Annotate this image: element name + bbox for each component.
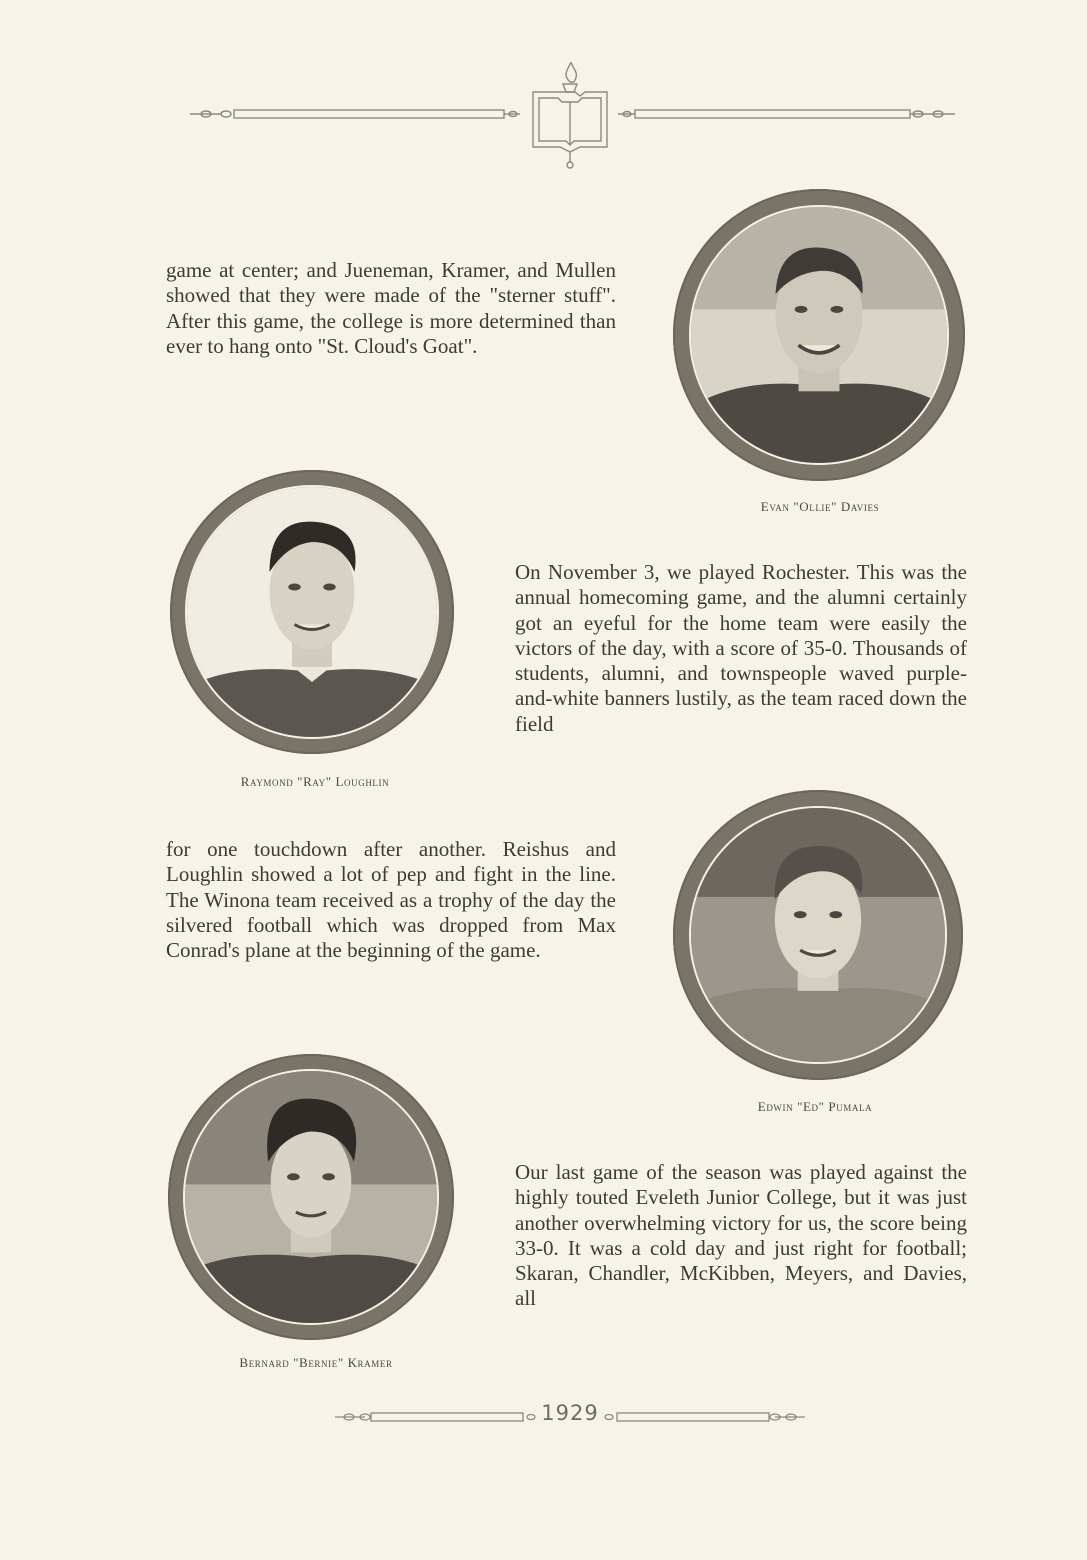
portrait-kramer: [168, 1054, 454, 1340]
torch-book-icon: [533, 62, 607, 168]
portrait-loughlin: [170, 470, 454, 754]
portrait-pumala: [673, 790, 963, 1080]
caption-davies: Evan "Ollie" Davies: [760, 499, 880, 514]
paragraph-2: On November 3, we played Rochester. This was the annual homecoming game, and the alumni certainly got an eyeful for the home team were easily the victors of the day, with a score of 35-0. Thousands of students, alumni, and townspeople waved purple-and-white banners lustily, as the team raced down the field: [515, 560, 967, 736]
paragraph-3: for one touchdown after another. Reishus and Loughlin showed a lot of pep and fight in the line. The Winona team received as a trophy of the day the silvered football which was dropped from Max Conrad's plane at the beginning of the game.: [166, 837, 616, 963]
caption-kramer: Bernard "Bernie" Kramer: [239, 1355, 393, 1370]
caption-pumala: Edwin "Ed" Pumala: [757, 1099, 873, 1114]
player-photo: [691, 207, 947, 463]
paragraph-4: Our last game of the season was played against the highly touted Eveleth Junior College, but it was just another overwhelming victory for us, the score being 33-0. It was a cold day and just right for football; Skaran, Chandler, McKibben, Meyers, and Davies, all: [515, 1160, 967, 1311]
header-ornament: [190, 62, 960, 172]
player-photo: [185, 1071, 437, 1323]
player-photo: [691, 808, 945, 1062]
portrait-davies: [673, 189, 965, 481]
caption-loughlin: Raymond "Ray" Loughlin: [240, 774, 390, 789]
player-photo: [187, 487, 437, 737]
footer-year: 1929: [541, 1401, 599, 1425]
paragraph-1: game at center; and Jueneman, Kramer, and Mullen showed that they were made of the "sterner stuff". After this game, the college is more determined than ever to hang onto "St. Cloud's Goat".: [166, 258, 616, 358]
